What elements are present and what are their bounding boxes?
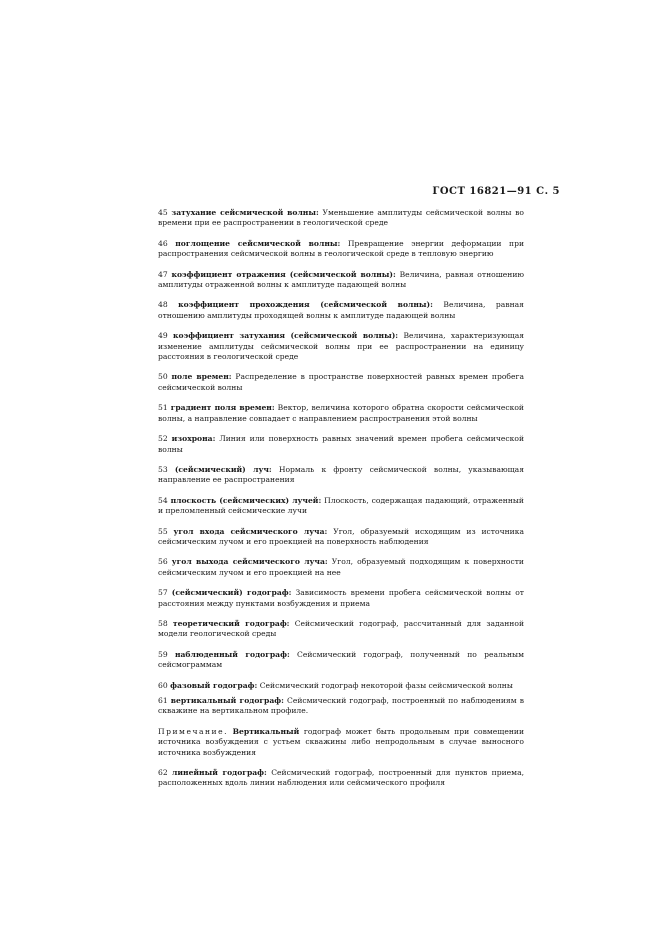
term-definition: Угол, образуемый исходящим из источника сейсмическим лучом и его проекцией на поверхность наблюдения (158, 526, 524, 546)
term-title: коэффициент затухания (сейсмической волны): (173, 331, 399, 341)
term-entry (158, 527, 524, 548)
term-number: 57 (158, 588, 168, 598)
document-body (158, 208, 524, 799)
term-entry (158, 270, 524, 291)
page-header: ГОСТ 16821—91 С. 5 (432, 186, 560, 197)
note-paragraph (158, 727, 524, 758)
term-definition: Сейсмический годограф, рассчитанный для заданной модели геологической среды (158, 618, 524, 639)
term-title: затухание сейсмической волны: (171, 208, 319, 217)
note-label: Примечание. (158, 726, 229, 736)
term-title: линейный годограф: (172, 768, 267, 778)
term-entry (158, 696, 524, 717)
term-definition: Сейсмический годограф, построенный для пунктов приема, расположенных вдоль линии наблюдения или сейсмического профиля (158, 768, 525, 788)
term-entry (158, 619, 524, 640)
term-title: плоскость (сейсмических) лучей: (170, 495, 322, 505)
term-title: теоретический годограф: (172, 618, 290, 628)
term-definition: Уменьшение амплитуды сейсмической волны во времени при ее распространении в геологической среде (158, 208, 524, 228)
term-title: (сейсмический) годограф: (171, 588, 292, 598)
term-definition: Плоскость, содержащая падающий, отраженный и преломленный сейсмические лучи (158, 495, 524, 516)
term-definition: Сейсмический годограф, построенный по наблюдениям в скважине на вертикальном профиле. (158, 696, 524, 716)
term-definition: Превращение энергии деформации при распространения сейсмической волны в геологической среде в тепловую энергию (158, 238, 525, 259)
term-number: 59 (158, 649, 168, 659)
term-entry (158, 496, 524, 517)
term-definition: Угол, образуемый подходящим к поверхности сейсмическим лучом и его проекцией на нее (158, 557, 524, 577)
term-definition: Вектор, величина которого обратна скорости сейсмической волны, а направление совпадает с направлением распространения этой волны (158, 403, 524, 423)
term-number: 61 (158, 696, 168, 705)
term-definition: Зависимость времени пробега сейсмической волны от расстояния между пунктами возбуждения и приема (158, 588, 524, 608)
term-definition: Линия или поверхность равных значений времен пробега сейсмической волны (158, 434, 524, 454)
term-title: поглощение сейсмической волны: (175, 238, 341, 248)
term-number: 45 (158, 208, 168, 217)
term-definition: Величина, характеризующая изменение амплитуды сейсмической волны при ее распространении на единицу расстояния в геологической среде (158, 331, 525, 362)
term-number: 49 (158, 331, 168, 341)
term-number: 60 (158, 680, 168, 690)
term-title: поле времен: (171, 372, 232, 382)
term-title: (сейсмический) луч: (174, 464, 272, 474)
term-title: коэффициент прохождения (сейсмической волны): (178, 300, 433, 310)
note-title: Вертикальный (232, 726, 300, 736)
term-entry (158, 681, 524, 691)
term-title: вертикальный годограф: (170, 696, 284, 705)
note-text: годограф может быть продольным при совмещении источника возбуждения с устьем скважины либо непродольным в случае выносного источника возбуждения (158, 726, 525, 757)
term-definition: Величина, равная отношению амплитуды проходящей волны к амплитуде падающей волны (158, 300, 524, 320)
term-entry (158, 331, 524, 362)
term-entry (158, 465, 524, 486)
term-entry (158, 403, 524, 424)
term-entry (158, 300, 524, 321)
term-entry (158, 588, 524, 609)
term-entry (158, 650, 524, 671)
term-list (158, 208, 524, 717)
term-entry (158, 768, 524, 789)
term-number: 50 (158, 372, 168, 382)
term-number: 46 (158, 238, 168, 248)
term-number: 51 (158, 403, 168, 413)
term-number: 47 (158, 269, 168, 279)
term-entry (158, 434, 524, 455)
term-number: 54 (158, 495, 168, 505)
term-number: 62 (158, 768, 168, 778)
term-number: 52 (158, 434, 168, 444)
term-entry (158, 557, 524, 578)
term-number: 53 (158, 464, 168, 474)
term-definition: Сейсмический годограф, полученный по реальным сейсмограммам (158, 649, 524, 670)
term-entry (158, 372, 524, 393)
term-entry (158, 239, 524, 260)
term-title: изохрона: (171, 434, 216, 444)
term-number: 56 (158, 557, 168, 567)
term-definition: Сейсмический годограф некоторой фазы сейсмической волны (259, 680, 513, 690)
term-title: угол входа сейсмического луча: (173, 526, 328, 536)
term-title: угол выхода сейсмического луча: (171, 557, 328, 567)
term-number: 58 (158, 618, 168, 628)
term-number: 55 (158, 526, 168, 536)
term-definition: Величина, равная отношению амплитуды отраженной волны к амплитуде падающей волны (158, 269, 525, 290)
term-definition: Распределение в пространстве поверхностей равных времен пробега сейсмической волны (158, 372, 524, 392)
term-number: 48 (158, 300, 168, 310)
term-title: градиент поля времен: (170, 403, 275, 413)
term-entry (158, 208, 524, 229)
term-title: фазовый годограф: (170, 680, 258, 690)
term-definition: Нормаль к фронту сейсмической волны, указывающая направление ее распространения (158, 464, 524, 485)
term-title: коэффициент отражения (сейсмической волны): (171, 269, 396, 279)
term-title: наблюденный годограф: (174, 649, 290, 659)
